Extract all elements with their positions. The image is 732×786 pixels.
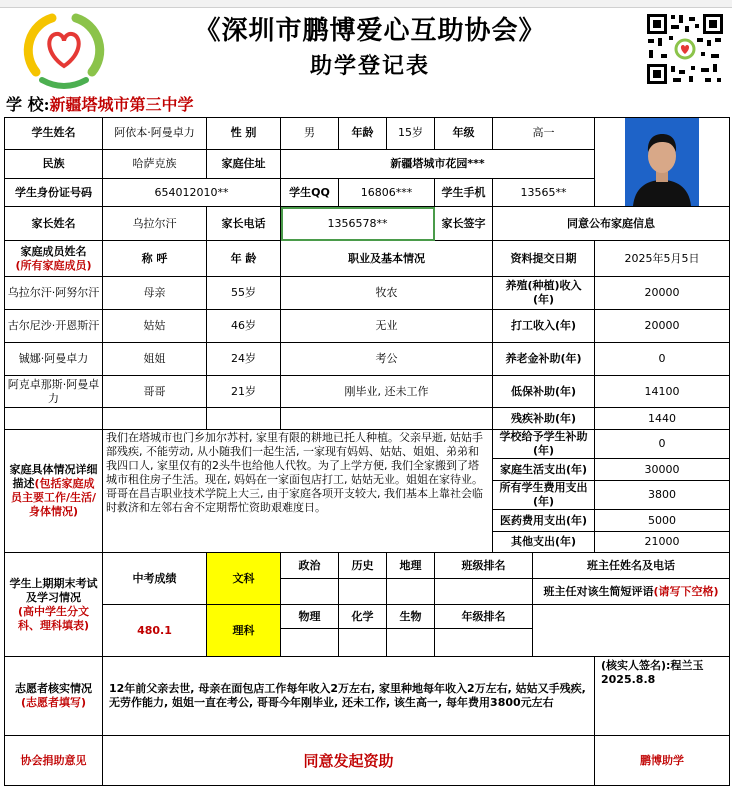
parent-phone-value[interactable]: 1356578** [281, 207, 435, 241]
finance-value[interactable]: 5000 [595, 510, 730, 532]
subject-label: 政治 [281, 553, 339, 579]
wenke-label: 文科 [207, 553, 281, 605]
member-name[interactable]: 古尔尼沙·开恩斯汗 [5, 310, 103, 343]
page-title: 《深圳市鹏博爱心互助协会》 [194, 16, 546, 46]
page-subtitle: 助学登记表 [309, 53, 430, 79]
zhongkao-score[interactable]: 480.1 [103, 605, 207, 657]
member-age[interactable]: 21岁 [207, 376, 281, 408]
score-cell[interactable] [435, 629, 533, 657]
score-cell[interactable] [387, 629, 435, 657]
like-label: 理科 [207, 605, 281, 657]
finance-value[interactable]: 30000 [595, 459, 730, 481]
subject-label: 地理 [387, 553, 435, 579]
teacher-comment-title: 班主任对该生简短评语 [543, 584, 654, 598]
family-header-name-main: 家庭成员姓名 [20, 244, 87, 258]
score-cell[interactable] [387, 579, 435, 605]
score-cell[interactable] [281, 629, 339, 657]
parent-phone-label: 家长电话 [207, 207, 281, 241]
school-value: 新疆塔城市第三中学 [49, 95, 194, 114]
member-name[interactable]: 乌拉尔汗·阿努尔汗 [5, 277, 103, 310]
finance-value[interactable]: 20000 [595, 310, 730, 343]
grade-value[interactable]: 高一 [493, 118, 595, 150]
situation-label-main: 家庭具体情况详细描述 [9, 463, 98, 490]
finance-label: 养殖(种植)收入(年) [493, 277, 595, 310]
ethnicity-label: 民族 [5, 149, 103, 178]
grade-rank-label: 年级排名 [435, 605, 533, 629]
family-header-job: 职业及基本情况 [281, 241, 493, 277]
finance-label: 所有学生费用支出(年) [493, 481, 595, 510]
score-cell[interactable] [339, 629, 387, 657]
member-name[interactable]: 阿克卓那斯·阿曼卓力 [5, 376, 103, 408]
publish-consent-label: 同意公布家庭信息 [493, 207, 730, 241]
parent-name-value[interactable]: 乌拉尔汗 [103, 207, 207, 241]
finance-label: 养老金补助(年) [493, 343, 595, 376]
volunteer-label-note: (志愿者填写) [20, 696, 87, 709]
association-opinion-value[interactable]: 同意发起资助 [103, 736, 595, 786]
finance-value[interactable]: 0 [595, 343, 730, 376]
registration-form-table [4, 117, 730, 786]
association-sign[interactable]: 鹏博助学 [595, 736, 730, 786]
exam-label-note: (高中学生分文科、理科填表) [17, 604, 90, 632]
finance-label: 学校给予学生补助(年) [493, 430, 595, 459]
student-photo [625, 118, 699, 206]
parent-name-label: 家长姓名 [5, 207, 103, 241]
id-label: 学生身份证号码 [5, 179, 103, 207]
exam-label [5, 553, 103, 657]
age-value[interactable]: 15岁 [387, 118, 435, 150]
finance-value[interactable]: 0 [595, 430, 730, 459]
subject-label: 物理 [281, 605, 339, 629]
finance-value[interactable]: 20000 [595, 277, 730, 310]
member-age[interactable]: 24岁 [207, 343, 281, 376]
situation-label [5, 430, 103, 553]
school-line [6, 94, 194, 116]
situation-description[interactable]: 我们在塔城市也门乡加尔苏村, 家里有限的耕地已托人种植。父亲早逝, 姑姑手部残疾, 不能劳动, 从小随我们一起生活, 一家现有妈妈、姑姑、姐姐、弟弟和我四口人, 家里仅有的2头牛也给他人代牧。为了上学方便, 我们全家搬到了塔城市租住房子生活。现在, 妈妈在一家面包店打工, 姑姑无业。姐姐在家待业。哥哥在昌吉职业技术学院上大三, 由于家庭各项开支较大, 我们基本上靠社会临时救济和左邻右舍不定期帮忙资助艰难度日。 [103, 430, 493, 553]
teacher-comment-hint: (请写下空格) [653, 584, 719, 598]
volunteer-verification-text[interactable]: 12年前父亲去世, 母亲在面包店工作每年收入2万左右, 家里种地每年收入2万左右, 姑姑又手残疾, 无劳作能力, 姐姐一直在考公, 哥哥今年刚毕业, 还未工作, 该生高一, 每年费用3800元左右 [103, 657, 595, 736]
student-photo-cell [595, 118, 730, 207]
subject-label: 历史 [339, 553, 387, 579]
volunteer-label-main: 志愿者核实情况 [15, 682, 92, 695]
score-cell[interactable] [281, 579, 339, 605]
finance-label: 残疾补助(年) [493, 408, 595, 430]
phone-label: 学生手机 [435, 179, 493, 207]
finance-label: 打工收入(年) [493, 310, 595, 343]
finance-label: 其他支出(年) [493, 532, 595, 553]
empty-cell[interactable] [207, 408, 281, 430]
gender-value[interactable]: 男 [281, 118, 339, 150]
member-relation[interactable]: 母亲 [103, 277, 207, 310]
subject-label: 生物 [387, 605, 435, 629]
exam-label-main: 学生上期期末考试及学习情况 [9, 576, 98, 604]
association-opinion-label: 协会捐助意见 [5, 736, 103, 786]
qr-code-icon [645, 12, 725, 86]
id-value[interactable]: 654012010** [103, 179, 281, 207]
member-relation[interactable]: 哥哥 [103, 376, 207, 408]
student-name-value[interactable]: 阿依本·阿曼卓力 [103, 118, 207, 150]
address-value[interactable]: 新疆塔城市花园*** [281, 149, 595, 178]
verifier-sign-cell[interactable] [595, 657, 730, 736]
family-header-age: 年 龄 [207, 241, 281, 277]
finance-label: 低保补助(年) [493, 376, 595, 408]
verifier-name: 程兰玉 [670, 659, 704, 672]
family-header-relation: 称 呼 [103, 241, 207, 277]
situation-label-note: (包括家庭成员主要工作/生活/身体情况) [10, 477, 97, 518]
family-header-name [5, 241, 103, 277]
phone-value[interactable]: 13565** [493, 179, 595, 207]
school-label: 学 校: [6, 95, 50, 114]
submit-date-label: 资料提交日期 [493, 241, 595, 277]
subject-label: 化学 [339, 605, 387, 629]
age-label: 年龄 [339, 118, 387, 150]
heart-logo-icon [22, 10, 106, 90]
verify-date: 2025.8.8 [601, 673, 656, 686]
qq-value[interactable]: 16806*** [339, 179, 435, 207]
submit-date-value[interactable]: 2025年5月5日 [595, 241, 730, 277]
address-label: 家庭住址 [207, 149, 281, 178]
qq-label: 学生QQ [281, 179, 339, 207]
member-age[interactable]: 55岁 [207, 277, 281, 310]
member-job[interactable]: 无业 [281, 310, 493, 343]
grade-label: 年级 [435, 118, 493, 150]
family-header-name-note: (所有家庭成员) [15, 258, 92, 272]
student-name-label: 学生姓名 [5, 118, 103, 150]
empty-cell[interactable] [103, 408, 207, 430]
member-relation[interactable]: 姐姐 [103, 343, 207, 376]
member-job[interactable]: 刚毕业, 还未工作 [281, 376, 493, 408]
score-cell[interactable] [435, 579, 533, 605]
verifier-label: (核实人签名): [601, 659, 671, 672]
member-job[interactable]: 考公 [281, 343, 493, 376]
spreadsheet-header-strip [0, 0, 732, 8]
finance-label: 家庭生活支出(年) [493, 459, 595, 481]
empty-cell[interactable] [5, 408, 103, 430]
teacher-comment-label [533, 579, 730, 605]
empty-cell[interactable] [281, 408, 493, 430]
finance-value[interactable]: 3800 [595, 481, 730, 510]
finance-label: 医药费用支出(年) [493, 510, 595, 532]
score-cell[interactable] [339, 579, 387, 605]
member-age[interactable]: 46岁 [207, 310, 281, 343]
zhongkao-label: 中考成绩 [103, 553, 207, 605]
finance-value[interactable]: 21000 [595, 532, 730, 553]
volunteer-label [5, 657, 103, 736]
member-name[interactable]: 铖娜·阿曼卓力 [5, 343, 103, 376]
member-job[interactable]: 牧农 [281, 277, 493, 310]
teacher-comment-cell[interactable] [533, 605, 730, 657]
class-rank-label: 班级排名 [435, 553, 533, 579]
member-relation[interactable]: 姑姑 [103, 310, 207, 343]
gender-label: 性 别 [207, 118, 281, 150]
parent-sign-label: 家长签字 [435, 207, 493, 241]
finance-value[interactable]: 1440 [595, 408, 730, 430]
ethnicity-value[interactable]: 哈萨克族 [103, 149, 207, 178]
finance-value[interactable]: 14100 [595, 376, 730, 408]
teacher-name-label: 班主任姓名及电话 [533, 553, 730, 579]
